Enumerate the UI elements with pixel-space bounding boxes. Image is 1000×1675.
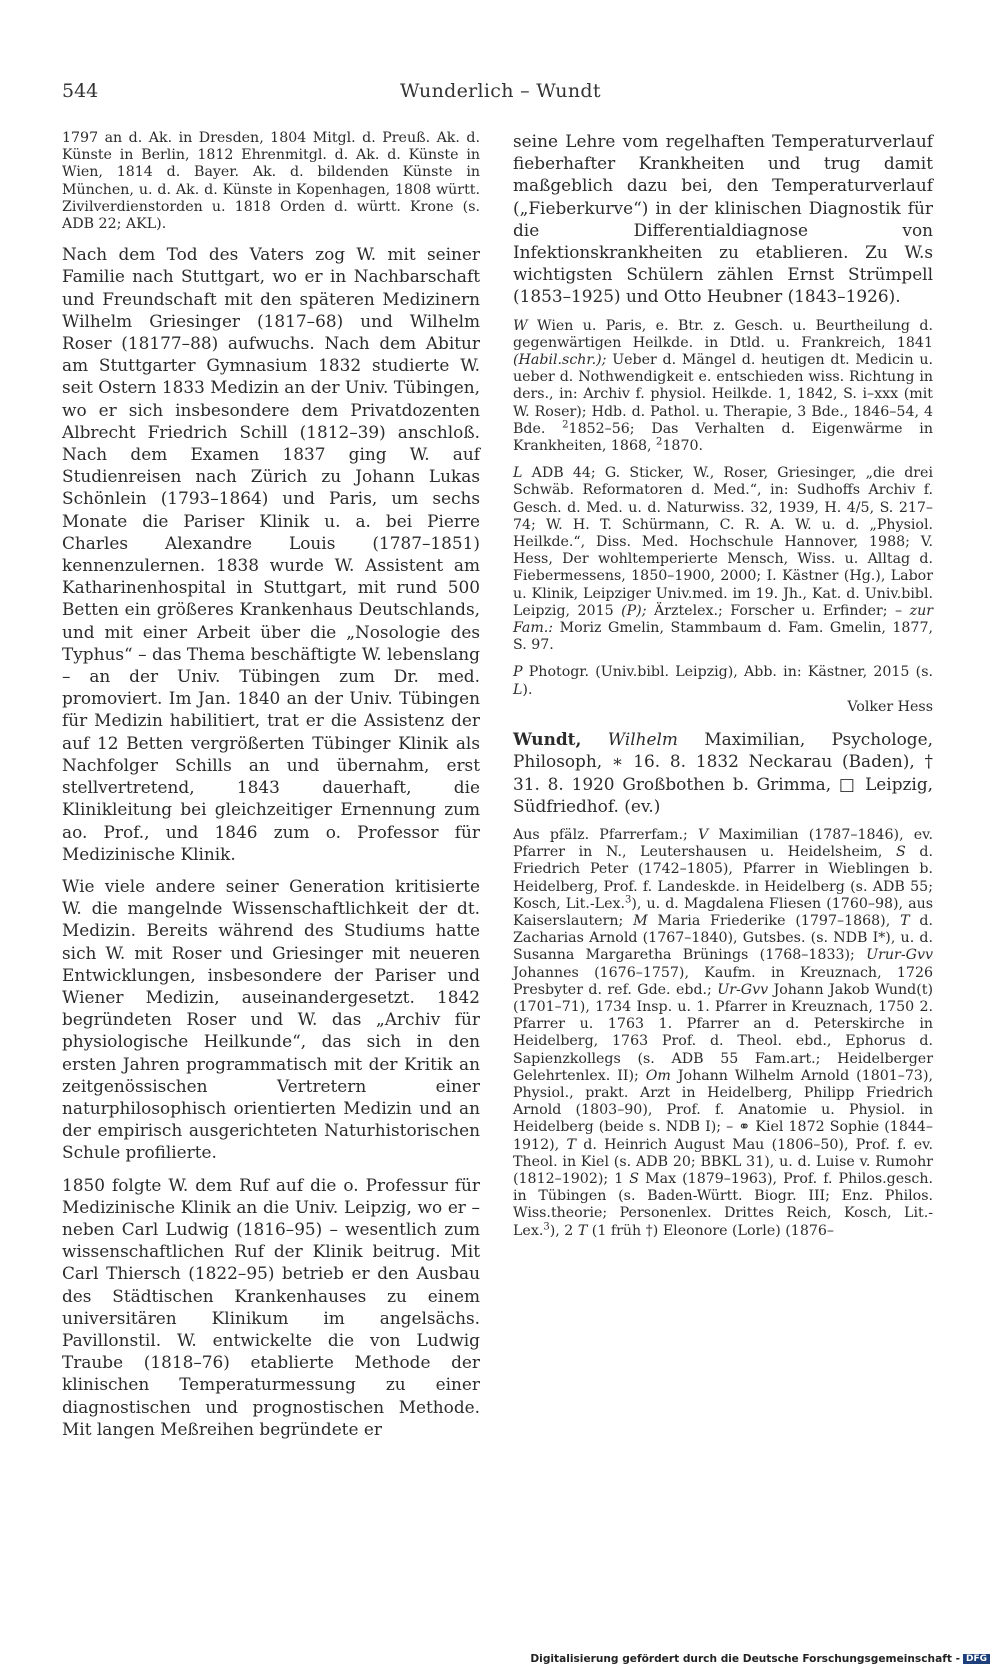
genealogy-text: Maria Friederike (1797–1868), [647,912,901,929]
entry-given-name: Wilhelm [607,729,678,750]
genealogy-abbr: S [896,844,906,861]
portrait-text-2: ). [522,681,533,698]
left-column [62,130,480,1440]
genealogy-section [513,827,933,1240]
genealogy-abbr: M [633,912,648,929]
literature-section [513,465,933,654]
literature-text-1: ADB 44; G. Sticker, W., Roser, Griesinger, „die drei Schwäb. Reformatoren d. Med.“, in: Sudhoffs Archiv f. Gesch. d. Med. u. d. Naturwiss. 32, 1939, H. 4/5, S. 217–74; W. H. T. Schürmann, C. R. A. W. u. d. „Physiol. Heilkde.“, Diss. Med. Hochschule Hannover, 1988; V. Hess, Der wohltemperierte Mensch, Wiss. u. Alltag d. Fiebermessens, 1850–1900, 2000; I. Kästner (Hg.), Labor u. Klinik, Leipziger Univ.med. im 19. Jh., Kat. d. Univ.bibl. Leipzig, 2015 [513,465,933,619]
works-text-1: Wien u. Paris, e. Btr. z. Gesch. u. Beurtheilung d. gegenwärtigen Heilkde. in Dtld. u. Frankreich, 1841 [513,317,933,351]
genealogy-abbr: V [697,826,709,843]
literature-text-italic-1: (P); [621,602,647,619]
right-paragraph-0: seine Lehre vom regelhaften Temperaturverlauf fieberhafter Krankheiten und trug damit maßgeblich dazu bei, den Temperaturverlauf („Fieberkurve“) in der klinischen Diagnostik für die Differentialdiagnose von Infektionskrankheiten zu etablieren. Zu W.s wichtigsten Schülern zählen Ernst Strümpell (1853–1925) und Otto Heubner (1843–1926). [513,131,933,307]
genealogy-abbr: T [577,1222,588,1239]
literature-text-italic-2: zur Fam.: [513,602,933,637]
genealogy-text: d. Heinrich August Mau (1806–50), Prof. f. ev. Theol. in Kiel (s. ADB 20; BBKL 31), u. d. Luise v. Rumohr (1812–1902); 1 [513,1136,933,1187]
works-section [513,318,933,456]
works-lead: W [513,317,528,334]
genealogy-text: Maximilian (1787–1846), ev. Pfarrer in N., Leutershausen u. Heidelsheim, [513,826,933,861]
literature-text-3: Moriz Gmelin, Stammbaum d. Fam. Gmelin, 1877, S. 97. [513,620,933,654]
literature-text-2: Ärztelex.; Forscher u. Erfinder; – [646,602,910,619]
digitization-footer [530,1653,990,1665]
genealogy-abbr: Om [645,1067,671,1084]
genealogy-text: ), 2 [549,1222,578,1239]
genealogy-abbr: Urur-Gvv [866,947,933,964]
left-paragraph-1: Nach dem Tod des Vaters zog W. mit seiner Familie nach Stuttgart, wo er in Nachbarschaft und Freundschaft mit den späteren Medizinern Wilhelm Griesinger (1817–68) und Wilhelm Roser (18177–88) aufwuchs. Nach dem Abitur am Stuttgarter Gymnasium 1832 studierte W. seit Ostern 1833 Medizin an der Univ. Tübingen, wo er sich insbesondere dem Privatdozenten Albrecht Friedrich Schill (1812–39) anschloß. Nach dem Examen 1837 ging W. auf Studienreisen nach Zürich zu Johann Lukas Schönlein (1793–1864) und Paris, um sechs Monate die Pariser Klinik u. a. bei Pierre Charles Alexandre Louis (1787–1851) kennenzulernen. 1838 wurde W. Assistent am Katharinenhospital in Stuttgart, mit rund 500 Betten ein größeres Krankenhaus Deutschlands, und mit einer Arbeit über die „Nosologie des Typhus“ – das Thema beschäftigte W. lebenslang – an der Univ. Tübingen zum Dr. med. promoviert. Im Jan. 1840 an der Univ. Tübingen für Medizin habilitiert, trat er die Assistenz der auf 12 Betten vergrößerten Tübinger Klinik als Nachfolger Schills an und übernahm, erst stellvertretend, 1843 dauerhaft, die Klinikleitung bei gleichzeitiger Ernennung zum ao. Prof., und 1846 zum o. Professor für Medizinische Klinik. [62,244,480,864]
genealogy-abbr: T [566,1136,576,1153]
works-sup-2: 2 [656,436,663,448]
entry-name: Wundt, [513,729,582,750]
dfg-logo: DFG [963,1654,990,1664]
genealogy-sup: 3 [625,893,632,905]
portrait-text-1: Photogr. (Univ.bibl. Leipzig), Abb. in: Kästner, 2015 (s. [522,664,933,681]
right-column [513,130,933,1240]
running-head: Wunderlich – Wundt [400,80,601,102]
genealogy-text: (1 früh †) Eleonore (Lorle) (1876– [587,1222,835,1239]
footer-text: Digitalisierung gefördert durch die Deutsche Forschungsgemeinschaft - [530,1653,960,1665]
wundt-entry-heading [513,728,933,817]
page-number: 544 [62,80,99,102]
left-paragraph-0: 1797 an d. Ak. in Dresden, 1804 Mitgl. d. Preuß. Ak. d. Künste in Berlin, 1812 Ehrenmitgl. d. Ak. d. Künste in Wien, 1814 d. Bayer. Ak. d. bildenden Künste in München, u. d. Ak. d. Künste in Kopenhagen, 1808 württ. Zivilverdienstorden u. 1818 Orden d. württ. Krone (s. ADB 22; AKL). [62,130,480,233]
genealogy-abbr: S [629,1170,640,1187]
works-text-4: 1870. [662,438,704,455]
genealogy-abbr: Ur-Gvv [717,981,769,998]
genealogy-text: ), u. d. Magdalena Fliesen (1760–98), aus Kaiserslautern; [513,895,934,929]
genealogy-abbr: T [900,912,910,929]
author-signature: Volker Hess [847,698,933,715]
portrait-section [513,664,933,698]
genealogy-text: d. Zacharias Arnold (1767–1840), Gutsbes. (s. NDB I*), u. d. Susanna Margaretha Brünings (1768–1833); [513,912,933,964]
works-text-italic: (Habil.schr.); [513,352,607,369]
genealogy-text: Johann Jakob Wund(t) (1701–71), 1734 Insp. u. 1. Pfarrer in Kreuznach, 1750 2. Pfarrer u. 1763 1. Pfarrer an d. Peterskirche in Heidelberg, 1763 Prof. d. Theol. ebd., Ephorus d. Sapienzkollegs (s. ADB 55 Fam.art.; Heidelberger Gelehrtenlex. II); [513,981,933,1084]
works-sup-1: 2 [562,419,569,431]
left-paragraph-3: 1850 folgte W. dem Ruf auf die o. Professur für Medizinische Klinik an die Univ. Leipzig, wo er – neben Carl Ludwig (1816–95) – wesentlich zum wissenschaftlichen Ruf der Klinik beitrug. Mit Carl Thiersch (1822–95) betrieb er den Ausbau des Städtischen Krankenhauses zu einem universitären Klinikum im angelsächs. Pavillonstil. W. entwickelte die von Ludwig Traube (1818–76) etablierte Methode der klinischen Temperaturmessung zu einer diagnostischen und prognostischen Methode. Mit langen Meßreihen begründete er [62,1174,480,1439]
genealogy-text: d. Friedrich Peter (1742–1805), Pfarrer in Wieblingen b. Heidelberg, Prof. f. Landeskde. in Heidelberg (s. ADB 55; Kosch, Lit.-Lex. [513,844,934,912]
genealogy-text: Aus pfälz. Pfarrerfam.; [513,826,698,843]
genealogy-text: Max (1879–1963), Prof. f. Philos.gesch. in Tübingen (s. Baden-Württ. Biogr. III; Enz. Philos. Wiss.theorie; Personenlex. Drittes Reich, Kosch, Lit.-Lex. [513,1170,933,1239]
portrait-text-italic: L [513,681,523,698]
genealogy-sup: 3 [543,1220,550,1232]
works-text-2: Ueber d. Mängel d. heutigen dt. Medicin u. ueber d. Nothwendigkeit e. entschieden wiss. Richtung in ders., in: Archiv f. physiol. Heilkde. 1, 1842, S. i–xxx (mit W. Roser); Hdb. d. Pathol. u. Therapie, 3 Bde., 1846–54, 4 Bde. [513,352,933,437]
entry-details: Maximilian, Psychologe, Philosoph, ∗ 16. 8. 1832 Neckarau (Baden), † 31. 8. 1920 Großbothen b. Grimma, □ Leipzig, Südfriedhof. (ev.) [513,729,933,816]
literature-lead: L [513,465,523,482]
left-paragraph-2: Wie viele andere seiner Generation kritisierte W. die mangelnde Wissenschaftlichkeit der dt. Medizin. Bereits während des Studiums hatte sich W. mit Roser und Griesinger mit neueren Entwicklungen, insbesondere der Pariser und Wiener Medizin, auseinandergesetzt. 1842 begründeten Roser und W. das „Archiv für physiologische Heilkunde“, das sich in den ersten Jahren programmatisch mit der Kritik an zeitgenössischen Vertretern einer naturphilosophisch orientierten Medizin und an der empirisch ausgerichteten Naturhistorischen Schule profilierte. [62,875,480,1163]
genealogy-text: Johannes (1676–1757), Kaufm. in Kreuznach, 1726 Presbyter d. ref. Gde. ebd.; [513,964,933,998]
genealogy-text: Johann Wilhelm Arnold (1801–73), Physiol., prakt. Arzt in Heidelberg, Philipp Friedrich Arnold (1803–90), Prof. f. Anatomie u. Physiol. in Heidelberg (beide s. NDB I); – ⚭ Kiel 1872 Sophie (1844–1912), [513,1067,933,1153]
works-text-3: 1852–56; Das Verhalten d. Eigenwärme in Krankheiten, 1868, [513,420,933,455]
portrait-lead: P [513,664,523,681]
